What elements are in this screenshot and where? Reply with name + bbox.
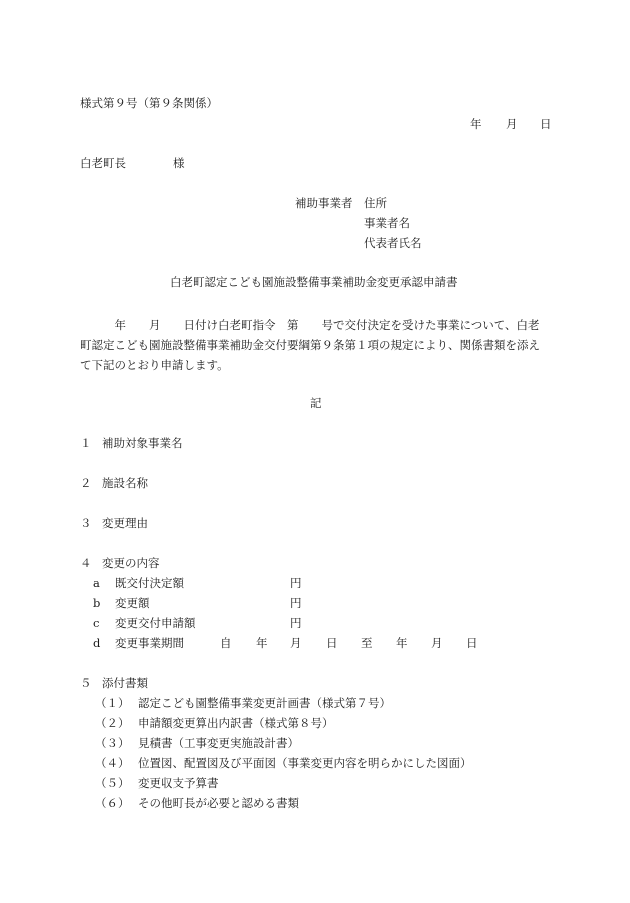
item4-number: ４ [80,556,92,570]
item1-label: 補助対象事業名 [102,436,183,450]
item4-period-label: 変更事業期間 [115,636,184,650]
attachment-6-number: （６） [95,796,130,810]
attachment-2-text: 申請額変更算出内訳書（様式第８号） [138,716,334,730]
item4-sub-c-label: 変更交付申請額 [115,616,196,630]
addressee-honorific: 様 [173,156,185,170]
item4-sub-c-letter: c [93,616,100,630]
applicant-representative-label: 代表者氏名 [364,236,422,250]
item4-sub-b-unit: 円 [290,596,302,610]
attachment-3-number: （３） [95,736,130,750]
item4-sub-b-letter: b [93,596,101,610]
period-to: 至 [361,636,373,650]
attachment-3-text: 見積書（工事変更実施設計書） [138,736,299,750]
period-from: 自 [220,636,232,650]
item4-sub-a-letter: a [93,576,100,590]
attachment-1-number: （１） [95,696,130,710]
applicant-address-label: 住所 [364,196,387,210]
period-day-1: 日 [326,636,338,650]
document-title: 白老町認定こども園施設整備事業補助金変更承認申請書 [170,275,458,289]
item1-number: １ [80,436,92,450]
attachment-1-text: 認定こども園整備事業変更計画書（様式第７号） [138,696,391,710]
item4-sub-a-label: 既交付決定額 [115,576,184,590]
item4-period-letter: d [93,636,101,650]
applicant-business-name-label: 事業者名 [364,216,410,230]
period-month-2: 月 [431,636,443,650]
attachment-4-number: （４） [95,756,130,770]
attachment-6-text: その他町長が必要と認める書類 [138,796,299,810]
attachment-2-number: （２） [95,716,130,730]
item4-sub-b-label: 変更額 [115,596,150,610]
form-label: 様式第９号（第９条関係） [80,96,218,110]
item2-label: 施設名称 [102,476,148,490]
attachment-5-text: 変更収支予算書 [138,776,219,790]
period-year-2: 年 [396,636,408,650]
item4-sub-a-unit: 円 [290,576,302,590]
period-year-1: 年 [256,636,268,650]
item5-label: 添付書類 [102,676,148,690]
attachment-4-text: 位置図、配置図及び平面図（事業変更内容を明らかにした図面） [138,756,472,770]
addressee-name: 白老町長 [80,156,126,170]
item4-sub-c-unit: 円 [290,616,302,630]
date-month: 月 [506,117,518,131]
date-day: 日 [540,117,552,131]
body-paragraph: 年 月 日付け白老町指令 第 号で交付決定を受けた事業について、白老町認定こども園施設整備事業補助金交付要綱第９条第１項の規定により、関係書類を添えて下記のとおり申請します。 [80,318,540,372]
applicant-label: 補助事業者 [295,196,353,210]
item3-label: 変更理由 [102,516,148,530]
period-day-2: 日 [466,636,478,650]
ki-heading: 記 [310,396,322,410]
item4-label: 変更の内容 [102,556,160,570]
item3-number: ３ [80,516,92,530]
item2-number: ２ [80,476,92,490]
item5-number: ５ [80,676,92,690]
period-month-1: 月 [290,636,302,650]
attachment-5-number: （５） [95,776,130,790]
date-year: 年 [470,117,482,131]
